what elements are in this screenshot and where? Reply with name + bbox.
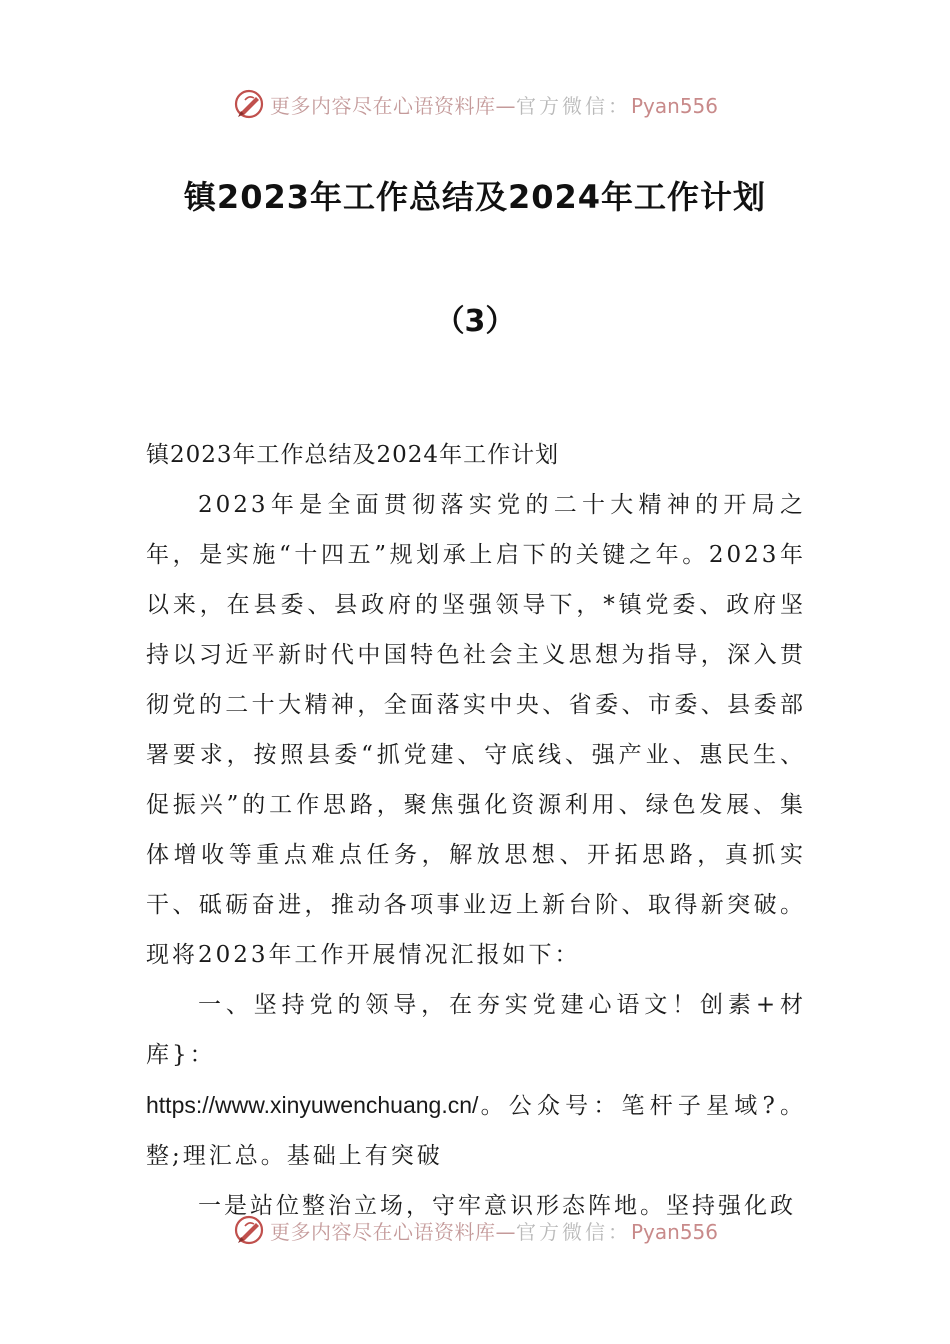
document-title: 镇2023年工作总结及2024年工作计划: [183, 178, 767, 216]
document-subtitle: （3）: [434, 304, 516, 339]
watermark-separator: —: [495, 93, 516, 118]
paragraph-url-line: [146, 1080, 806, 1181]
watermark-wechat-label: 官方微信：: [515, 1219, 631, 1244]
paragraph-section-one: [146, 980, 806, 1080]
paragraph-intro: 2023年是全面贯彻落实党的二十大精神的开局之年，是实施“十四五”规划承上启下的关键之年。2023年以来，在县委、县政府的坚强领导下，*镇党委、政府坚持以习近平新时代中国特色社会主义思想为指导，深入贯彻党的二十大精神，全面落实中央、省委、市委、县委部署要求，按照县委“抓党建、守底线、强产业、惠民生、促振兴”的工作思路，聚焦强化资源利用、绿色发展、集体增收等重点难点任务，解放思想、开拓思路，真抓实干、砥砺奋进，推动各项事业迈上新台阶、取得新突破。现将2023年工作开展情况汇报如下：: [146, 492, 806, 968]
pen-logo-icon: [232, 87, 266, 121]
body-heading: 镇2023年工作总结及2024年工作计划: [146, 442, 560, 468]
watermark-wechat-label: 官方微信：: [515, 93, 631, 118]
document-body: [146, 430, 806, 1231]
footer-watermark: [0, 1210, 950, 1250]
watermark-text: [270, 90, 718, 119]
watermark-text: [270, 1216, 718, 1245]
watermark-wechat-id: Pyan556: [630, 93, 718, 118]
paragraph-point-one: 一是站位整治立场，守牢意识形态阵地。坚持强化政: [198, 1193, 796, 1219]
website-link[interactable]: https://www.xinyuwenchuang.cn/: [146, 1092, 479, 1118]
header-watermark: [0, 84, 950, 124]
pen-logo-icon: [232, 1213, 266, 1247]
watermark-main-text: 更多内容尽在心语资料库: [269, 1219, 496, 1244]
watermark-wechat-id: Pyan556: [630, 1219, 718, 1244]
url-line-suffix: 。公众号：笔杆子星域?。整;理汇总。基础上有突破: [146, 1093, 806, 1169]
watermark-main-text: 更多内容尽在心语资料库: [269, 93, 496, 118]
section-one-heading: 一、坚持党的领导，在夯实党建心语文！创素+材库}：: [146, 992, 806, 1068]
watermark-separator: —: [495, 1219, 516, 1244]
